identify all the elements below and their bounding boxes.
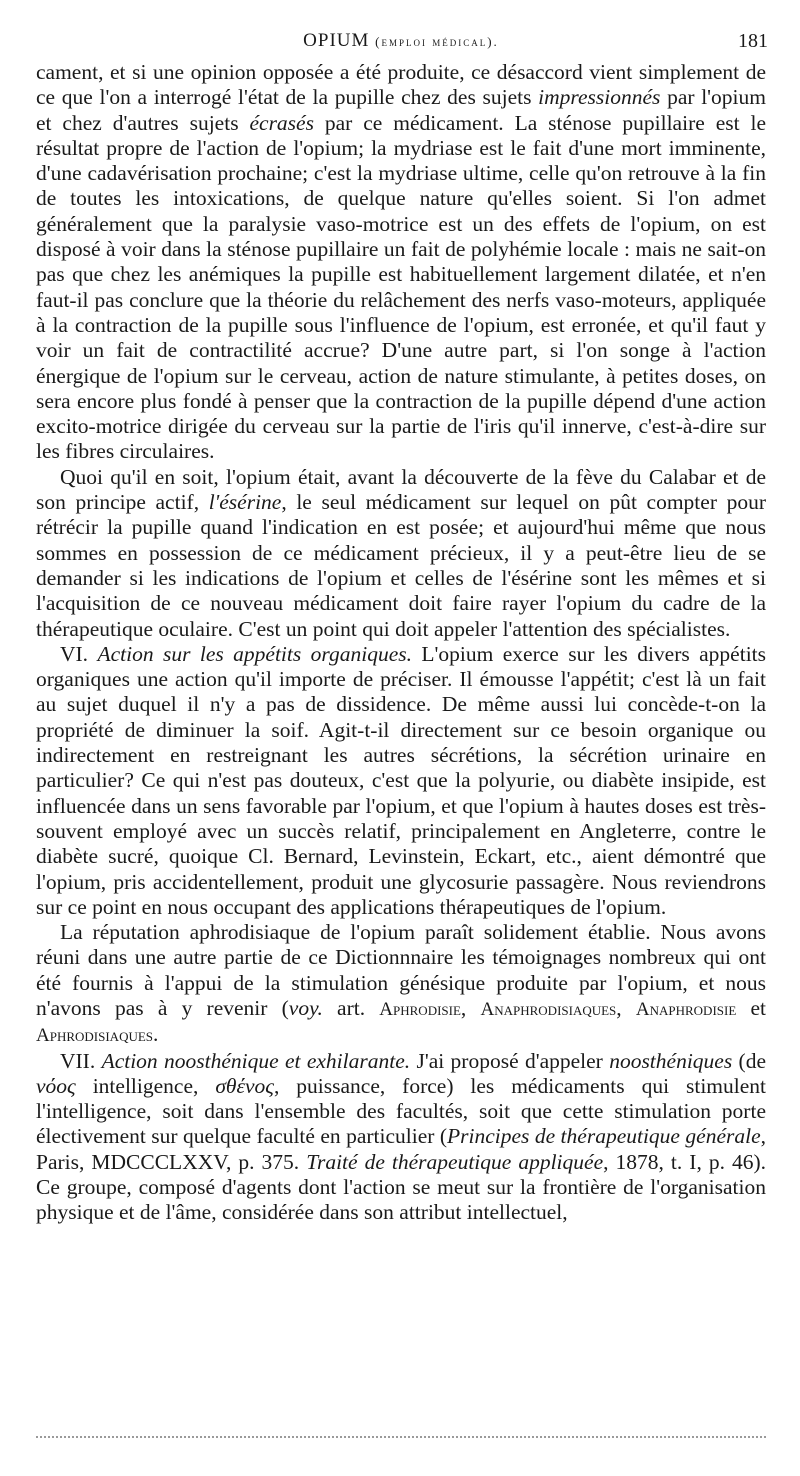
italic-text: impressionnés — [538, 85, 661, 110]
running-title-main: OPIUM — [303, 30, 370, 51]
smallcaps-text: Anaphrodisiaques — [480, 998, 617, 1020]
smallcaps-text: Aphrodisie — [379, 998, 461, 1020]
footer-rule — [36, 1436, 766, 1438]
italic-text: Action noosthénique et exhilarante. — [101, 1048, 411, 1073]
italic-text: noosthéniques — [609, 1048, 733, 1073]
running-title-sub: (emploi médical). — [375, 34, 499, 49]
text-run: Quoi qu'il en soit, l'opium était, avant la découverte de la fève du Calabar et de son principe actif, — [36, 464, 766, 515]
text-run: VI. — [60, 641, 98, 666]
text-run: J'ai proposé d'appeler — [410, 1048, 610, 1073]
smallcaps-text: Anaphrodisie — [635, 998, 737, 1020]
text-run: par ce médicament. La sténose pupillaire est le résultat propre de l'action de l'opium; la mydriase est le fait d'une mort imminente, d'une cadavérisation prochaine; c'est la mydriase ultime, celle qu'on retrouve à la fin de toutes les intoxications, de quelque nature qu'elles soient. Si l'on admet généralement que la paralysie vaso-motrice est un des effets de l'opium, on est disposé à voir dans la sténose pupillaire un fait de polyhémie locale : mais ne sait-on pas que chez les anémiques la pupille est habituellement largement dilatée, et n'en faut-il pas conclure que la théorie du relâchement des nerfs vaso-moteurs, appliquée à la contraction de la pupille sous l'influence de l'opium, est erronée, et qu'il faut y voir un fait de contractilité accrue? D'une autre part, si l'on songe à l'action énergique de l'opium sur le cerveau, action de nature stimulante, à petites doses, on sera encore plus fondé à penser que la contraction de la pupille dépend d'une action excito-motrice dirigée du cerveau sur la partie de l'iris qu'il innerve, c'est-à-dire sur les fibres circulaires. — [36, 110, 767, 464]
running-title — [34, 30, 768, 52]
text-run: VII. — [60, 1048, 102, 1073]
text-run: intelligence, — [75, 1073, 216, 1098]
italic-text: σθένος — [215, 1073, 274, 1098]
italic-text: Principes de thérapeutique générale — [447, 1124, 761, 1149]
italic-text: l'ésérine — [208, 490, 282, 515]
text-run: et — [736, 995, 766, 1020]
paragraph — [36, 1049, 766, 1226]
text-run: , — [460, 995, 481, 1020]
body-text — [36, 60, 766, 1226]
text-run: (de — [732, 1048, 767, 1073]
paragraph — [36, 920, 766, 1048]
text-run: , le seul médicament sur lequel on pût compter pour rétrécir la pupille quand l'indication en est posée; et aujourd'hui même que nous sommes en possession de ce médicament précieux, il y a peut-être lieu de se demander si les indications de l'opium et celles de l'ésérine sont les mêmes et si l'acquisition de ce nouveau médicament doit faire rayer l'opium du cadre de la thérapeutique oculaire. C'est un point qui doit appeler l'attention des spécialistes. — [36, 490, 766, 641]
text-run: . — [153, 1022, 159, 1047]
text-run: , puissance, force) les médicaments qui stimulent l'intelligence, soit dans l'ensemble des facultés, soit que cette stimulation porte électivement sur quelque faculté en particulier ( — [36, 1073, 766, 1149]
italic-text: écrasés — [249, 110, 314, 135]
text-run: , Paris, MDCCCLXXV, p. 375. — [36, 1124, 766, 1174]
italic-text: voy. — [288, 995, 323, 1020]
paragraph — [36, 465, 766, 642]
text-run: , — [616, 995, 636, 1020]
text-run: La réputation aphrodisiaque de l'opium paraît solidement établie. Nous avons réuni dans une autre partie de ce Dictionnnaire les témoignages nombreux qui ont été fournis à l'appui de la stimulation génésique produite par l'opium, et nous n'avons pas à y revenir ( — [36, 920, 766, 1020]
smallcaps-text: Aphrodisiaques — [36, 1025, 154, 1047]
running-header — [34, 20, 768, 60]
page-number: 181 — [738, 30, 768, 52]
text-run: cament, et si une opinion opposée a été produite, ce désaccord vient simplement de ce que l'on a interrogé l'état de la pupille chez des sujets — [36, 60, 766, 110]
italic-text: νόος — [36, 1073, 76, 1098]
paragraph — [36, 60, 766, 465]
paragraph — [36, 642, 766, 920]
italic-text: Action sur les appétits organiques. — [97, 641, 412, 666]
text-run: L'opium exerce sur les divers appétits organiques une action qu'il importe de préciser. Il émousse l'appétit; c'est là un fait au sujet duquel il n'y a pas de dissidence. De même aussi lui concède-t-on la propriété de diminuer la soif. Agit-t-il directement sur ce besoin organique ou indirectement en restreignant les autres sécrétions, la sécrétion urinaire en particulier? Ce qui n'est pas douteux, c'est que la polyurie, ou diabète insipide, est influencée dans un sens favorable par l'opium, et que l'opium à hautes doses est très-souvent employé avec un succès relatif, principalement en Angleterre, contre le diabète sucré, quoique Cl. Bernard, Levinstein, Eckart, etc., aient démontré que l'opium, pris accidentellement, produit une glycosurie passagère. Nous reviendrons sur ce point en nous occupant des applications thérapeutiques de l'opium. — [36, 641, 767, 919]
text-run: , 1878, t. I, p. 46). Ce groupe, composé d'agents dont l'action se meut sur la frontière de l'organisation physique et de l'âme, considérée dans son attribut intellectuel, — [36, 1149, 767, 1225]
italic-text: Traité de thérapeutique appliquée — [306, 1149, 604, 1174]
text-run: art. — [322, 995, 380, 1020]
text-run: par l'opium et chez d'autres sujets — [36, 85, 766, 135]
